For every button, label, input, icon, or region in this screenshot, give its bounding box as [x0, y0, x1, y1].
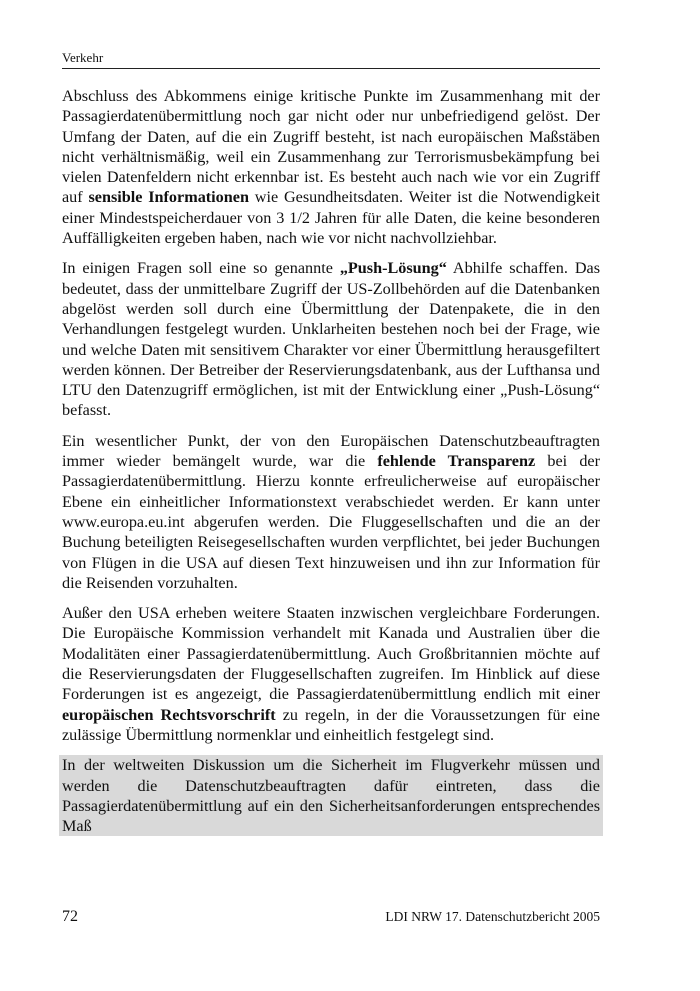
paragraph-3 — [62, 431, 600, 593]
page-number: 72 — [62, 908, 78, 925]
body-text — [62, 86, 600, 846]
text-run: Außer den USA erheben weitere Staaten inzwischen vergleichbare Forderungen. Die Europäische Kommission verhandelt mit Kanada und Australien über die Modalitäten einer Passagierdatenübermittlung. Auch Großbritannien möchte auf die Reservierungsdaten der Fluggesellschaften zugreifen. Im Hinblick auf diese Forderungen ist es angezeigt, die Passagierdatenübermittlung endlich mit einer — [62, 604, 600, 704]
text-run: bei der Passagierdatenübermittlung. Hierzu konnte erfreulicherweise auf europäischer Ebene ein einheitlicher Informationstext verabschiedet werden. Er kann unter www.europa.eu.int abgerufen werden. Die Fluggesellschaften und die an der Buchung beteiligten Reisegesellschaften wurden verpflichtet, bei jeder Buchungen von Flügen in die USA auf diesen Text hinzuweisen und ihn zur Information für die Reisenden vorzuhalten. — [62, 452, 600, 592]
paragraph-1 — [62, 86, 600, 248]
text-run: wie Gesundheitsdaten. Weiter ist die Notwendigkeit einer Mindestspeicherdauer von 3 1/2 Jahren für alle Daten, die keine besonderen Auffälligkeiten ergeben haben, nach wie vor nicht nachvollziehbar. — [62, 188, 600, 248]
bold-phrase: europäischen Rechtsvorschrift — [62, 705, 276, 724]
text-run: Abschluss des Abkommens einige kritische Punkte im Zusammenhang mit der Passagierdatenübermittlung noch gar nicht oder nur unbefriedigend gelöst. Der Umfang der Daten, auf die ein Zugriff besteht, ist nach europäischen Maßstäben nicht verhältnismäßig, weil ein Zusammenhang zur Terrorismusbekämpfung bei vielen Datenfeldern nicht erkennbar ist. Es besteht auch nach wie vor ein Zugriff auf — [62, 87, 600, 207]
section-title: Verkehr — [62, 50, 104, 65]
text-run: In einigen Fragen soll eine so genannte — [62, 259, 340, 278]
bold-phrase: fehlende Transparenz — [377, 452, 536, 471]
paragraph-5-highlighted — [59, 755, 603, 836]
text-run: Ein wesentlicher Punkt, der von den Europäischen Datenschutzbeauftragten immer wieder bemängelt wurde, war die — [62, 431, 600, 471]
running-header — [62, 50, 600, 69]
paragraph-4 — [62, 603, 600, 745]
report-title: LDI NRW 17. Datenschutzbericht 2005 — [385, 909, 600, 924]
bold-phrase: „Push-Lösung“ — [339, 259, 447, 278]
bold-phrase: sensible Informationen — [88, 188, 249, 207]
text-run: Abhilfe schaffen. Das bedeutet, dass der unmittelbare Zugriff der US-Zollbehörden auf die Datenbanken abgelöst werden soll durch eine Übermittlung der Datenpakete, die in den Verhandlungen festgelegt wurden. Unklarheiten bestehen noch bei der Frage, wie und welche Daten mit sensitivem Charakter vor einer Übermittlung herausgefiltert werden können. Der Betreiber der Reservierungsdatenbank, aus der Lufthansa und LTU den Datenzugriff ermöglichen, ist mit der Entwicklung einer „Push-Lösung“ befasst. — [62, 259, 600, 420]
text-run: In der weltweiten Diskussion um die Sicherheit im Flugverkehr müssen und werden die Datenschutzbeauftragten dafür eintreten, dass die Passagierdatenübermittlung auf ein den Sicherheitsanforderungen entsprechendes Maß — [62, 756, 600, 836]
paragraph-2 — [62, 258, 600, 420]
text-run: zu regeln, in der die Voraussetzungen für eine zulässige Übermittlung normenklar und einheitlich festgelegt sind. — [62, 705, 600, 744]
page-footer — [62, 907, 600, 927]
